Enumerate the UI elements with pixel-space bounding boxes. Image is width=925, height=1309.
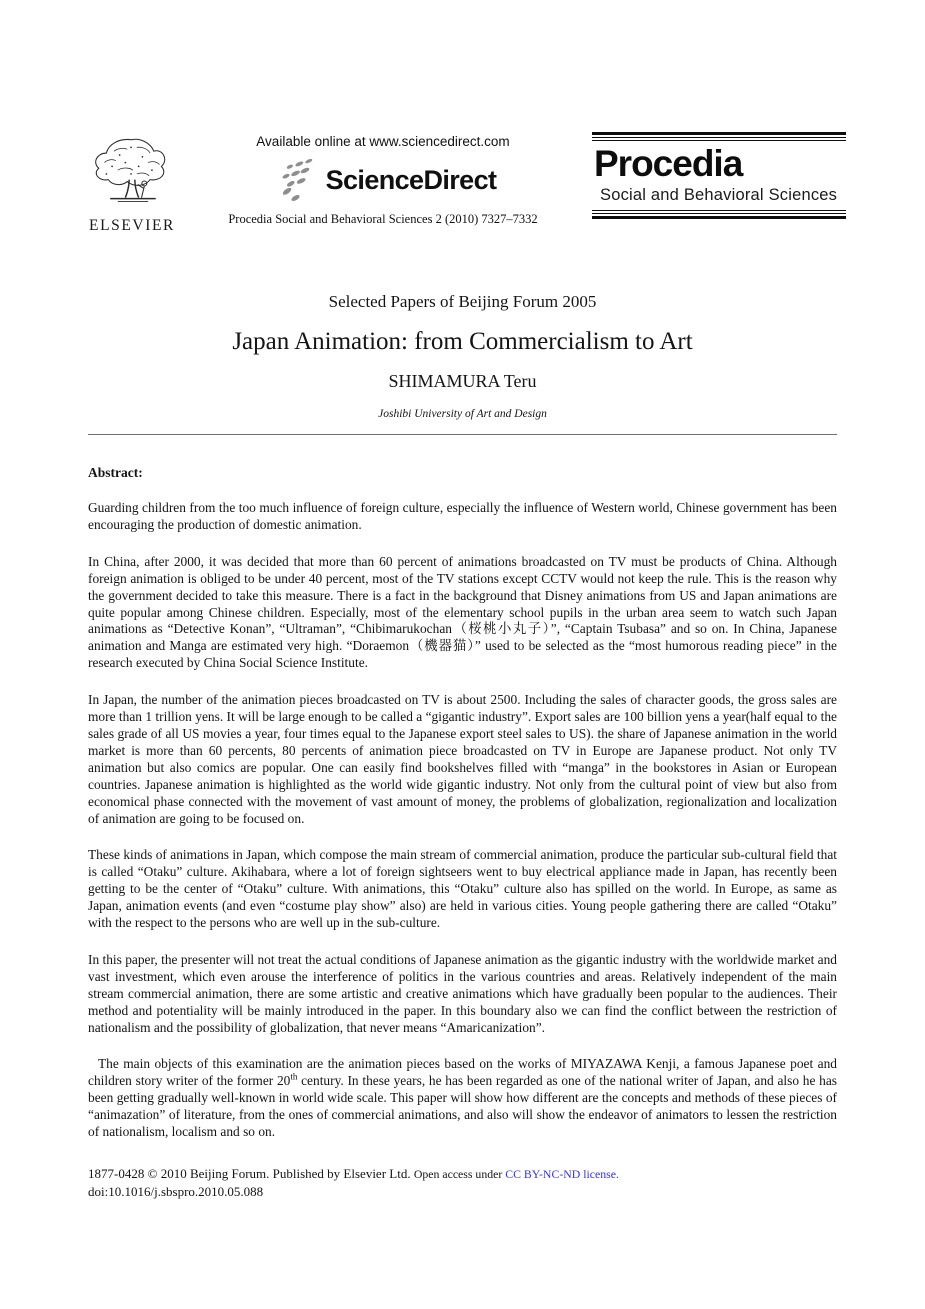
abstract-paragraph-6 [88,1056,837,1141]
issn-copyright-text: 1877-0428 © 2010 Beijing Forum. Published by Elsevier Ltd. [88,1166,414,1181]
journal-reference: Procedia Social and Behavioral Sciences 2 (2010) 7327–7332 [228,212,538,226]
procedia-subtitle: Social and Behavioral Sciences [600,185,838,204]
sciencedirect-leaves-icon [270,156,322,204]
doi-text: doi:10.1016/j.sbspro.2010.05.088 [88,1184,264,1199]
series-title: Selected Papers of Beijing Forum 2005 [328,292,597,311]
paper-title: Japan Animation: from Commercialism to Art [232,328,693,355]
elsevier-logo [84,136,180,235]
elsevier-wordmark: ELSEVIER [89,217,175,234]
open-access-text: Open access under [413,1167,506,1181]
abstract-paragraph-3: In Japan, the number of the animation pieces broadcasted on TV is about 2500. Including the sales of character goods, the gross sales are more than 1 trillion yens. It will be large enough to be called a “gigantic industry”. Export sales are 100 billion yens a year(half equal to the sales grade of all US movies a year, four times equal to the Japanese export steel sales to US). the share of Japanese animation in the world market is more than 60 percents, 80 percents of animation piece broadcasted on TV in Europe are Japanese product. Not only TV animation but also comics are popular. One can easily find bookshelves filled with “manga” in the bookstores in Asian or European countries. Japanese animation is highlighted as the world wide gigantic industry. Not only from the cultural point of view but also from economical phase connected with the movement of vast amount of money, the problems of globalization, regionalization and localization of animation are going to be focused on. [88,692,837,826]
sciencedirect-logo [222,154,544,206]
abstract-paragraph-5: In this paper, the presenter will not treat the actual conditions of Japanese animation as the gigantic industry with the worldwide market and vast investment, which even arouse the interference of politics in the various countries and areas. Relatively independent of the main stream commercial animation, there are some artistic and creative animations which have gradually been popular to the audiences. Their method and potentiality will be mainly introduced in the paper. In this boundary also we can find the conflict between the restriction of nationalism and the possibility of globalization, that never means “Amaricanization”. [88,951,837,1035]
title-block [88,292,837,435]
paragraph-text: century. In these years, he has been regarded as one of the national writer of Japan, and also he has been getting gradually well-known in world wide scale. This paper will show how different are the concepts and methods of these pieces of “animazation” of literature, from the ones of commercial animations, and also will show the endeavor of animators to lessen the restriction of nationalism, localism and so on. [88,1073,837,1140]
elsevier-tree-icon [88,136,176,210]
sciencedirect-wordmark: ScienceDirect [325,164,497,195]
paragraph-text: The main objects of this examination are the animation pieces based on the works of MIYAZAWA Kenji, a famous Japanese poet and children story writer of the former 20 [88,1056,837,1089]
abstract-heading: Abstract: [88,465,143,480]
publication-line [88,1165,848,1183]
header-center [222,134,544,227]
page-footer [88,1165,848,1200]
abstract-section [88,465,837,1161]
procedia-bottom-rule [592,210,846,211]
license-link[interactable]: CC BY-NC-ND license. [505,1167,619,1181]
procedia-top-rule [592,132,846,135]
abstract-paragraph-4: These kinds of animations in Japan, which compose the main stream of commercial animation, produce the particular sub-cultural field that is called “Otaku” culture. Akihabara, where a lot of foreign sightseers went to buy electrical appliance made in Japan, has recently been getting to be the center of “Otaku” culture. With animations, this “Otaku” culture also has spilled on the world. In Europe, as same as Japan, animation events (and even “costume play show” also) are held in various cities. Young people gathering there are called “Otaku” with the respect to the persons who are well up in the sub-culture. [88,847,837,931]
available-online-text: Available online at www.sciencedirect.com [256,134,510,149]
procedia-logo [592,132,846,219]
author-name: SHIMAMURA Teru [388,371,537,391]
procedia-wordmark: Procedia [594,143,743,184]
abstract-paragraph-2: In China, after 2000, it was decided that more than 60 percent of animations broadcasted on TV must be products of China. Although foreign animation is obliged to be under 40 percent, most of the TV stations except CCTV would not keep the rule. This is the reason why the government decided to take this measure. There is a fact in the background that Disney animations from US and Japan animations are quite popular among Chinese children. Especially, most of the elementary school pupils in the urban area seem to watch such Japan animations as “Detective Konan”, “Ultraman”, “Chibimarukochan（桜桃小丸子）”, “Captain Tsubasa” and so on. In China, Japanese animation and Manga are estimated very high. “Doraemon（機器猫）” used to be selected as the “most humorous reading piece” in the research executed by China Social Science Institute. [88,553,837,671]
ordinal-superscript: th [290,1071,298,1082]
author-affiliation: Joshibi University of Art and Design [378,408,547,420]
abstract-paragraph-1: Guarding children from the too much influence of foreign culture, especially the influence of Western world, Chinese government has been encouraging the production of domestic animation. [88,500,837,532]
